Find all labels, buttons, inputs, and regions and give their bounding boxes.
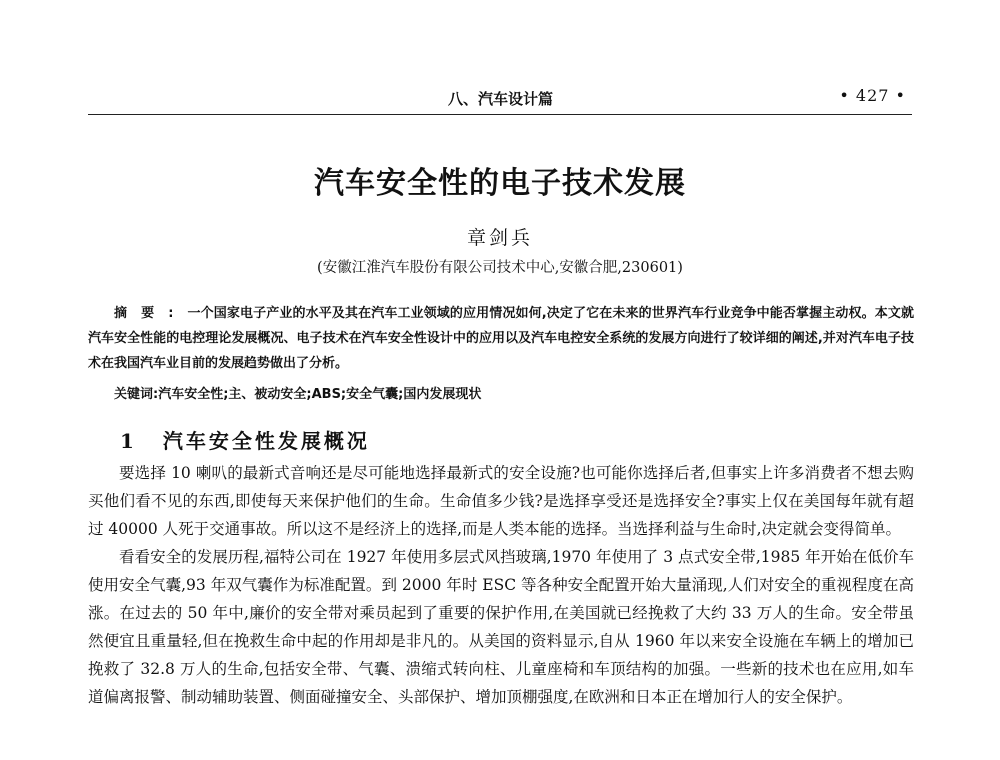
- abstract: [88, 301, 914, 376]
- section-body: [88, 459, 914, 711]
- article-title: 汽车安全性的电子技术发展: [314, 166, 686, 201]
- section-number: 1: [120, 429, 137, 453]
- section-heading: [120, 425, 370, 454]
- article-author: 章剑兵: [466, 227, 533, 249]
- author-affiliation: (安徽江淮汽车股份有限公司技术中心,安徽合肥,230601): [317, 260, 683, 276]
- abstract-label: 摘要:: [114, 306, 188, 321]
- page-number: • 427 •: [839, 86, 906, 105]
- abstract-text: 一个国家电子产业的水平及其在汽车工业领域的应用情况如何,决定了它在未来的世界汽车行业竞争中能否掌握主动权。本文就汽车安全性能的电控理论发展概况、电子技术在汽车安全性设计中的应用以及汽车电控安全系统的发展方向进行了较详细的阐述,并对汽车电子技术在我国汽车业目前的发展趋势做出了分析。: [88, 306, 914, 371]
- keywords: [114, 383, 481, 402]
- body-paragraph: 看看安全的发展历程,福特公司在 1927 年使用多层式风挡玻璃,1970 年使用了 3 点式安全带,1985 年开始在低价车使用安全气囊,93 年双气囊作为标准配置。到 2000 年时 ESC 等各种安全配置开始大量涌现,人们对安全的重视程度在高涨。在过去的 50 年中,廉价的安全带对乘员起到了重要的保护作用,在美国就已经挽救了大约 33 万人的生命。安全带虽然便宜且重量轻,但在挽救生命中起的作用却是非凡的。从美国的资料显示,自从 1960 年以来安全设施在车辆上的增加已挽救了 32.8 万人的生命,包括安全带、气囊、溃缩式转向柱、儿童座椅和车顶结构的加强。一些新的技术也在应用,如车道偏离报警、制动辅助装置、侧面碰撞安全、头部保护、增加顶棚强度,在欧洲和日本正在增加行人的安全保护。: [88, 548, 914, 706]
- running-header: [88, 84, 912, 115]
- keywords-label: 关键词:: [114, 387, 159, 402]
- section-title: 汽车安全性发展概况: [162, 429, 370, 453]
- keywords-text: 汽车安全性;主、被动安全;ABS;安全气囊;国内发展现状: [158, 387, 482, 402]
- section-name: 八、汽车设计篇: [448, 90, 554, 108]
- page-edge: [0, 742, 1000, 760]
- body-paragraph: 要选择 10 喇叭的最新式音响还是尽可能地选择最新式的安全设施?也可能你选择后者,但事实上许多消费者不想去购买他们看不见的东西,即使每天来保护他们的生命。生命值多少钱?是选择享受还是选择安全?事实上仅在美国每年就有超过 40000 人死于交通事故。所以这不是经济上的选择,而是人类本能的选择。当选择利益与生命时,决定就会变得简单。: [88, 464, 914, 538]
